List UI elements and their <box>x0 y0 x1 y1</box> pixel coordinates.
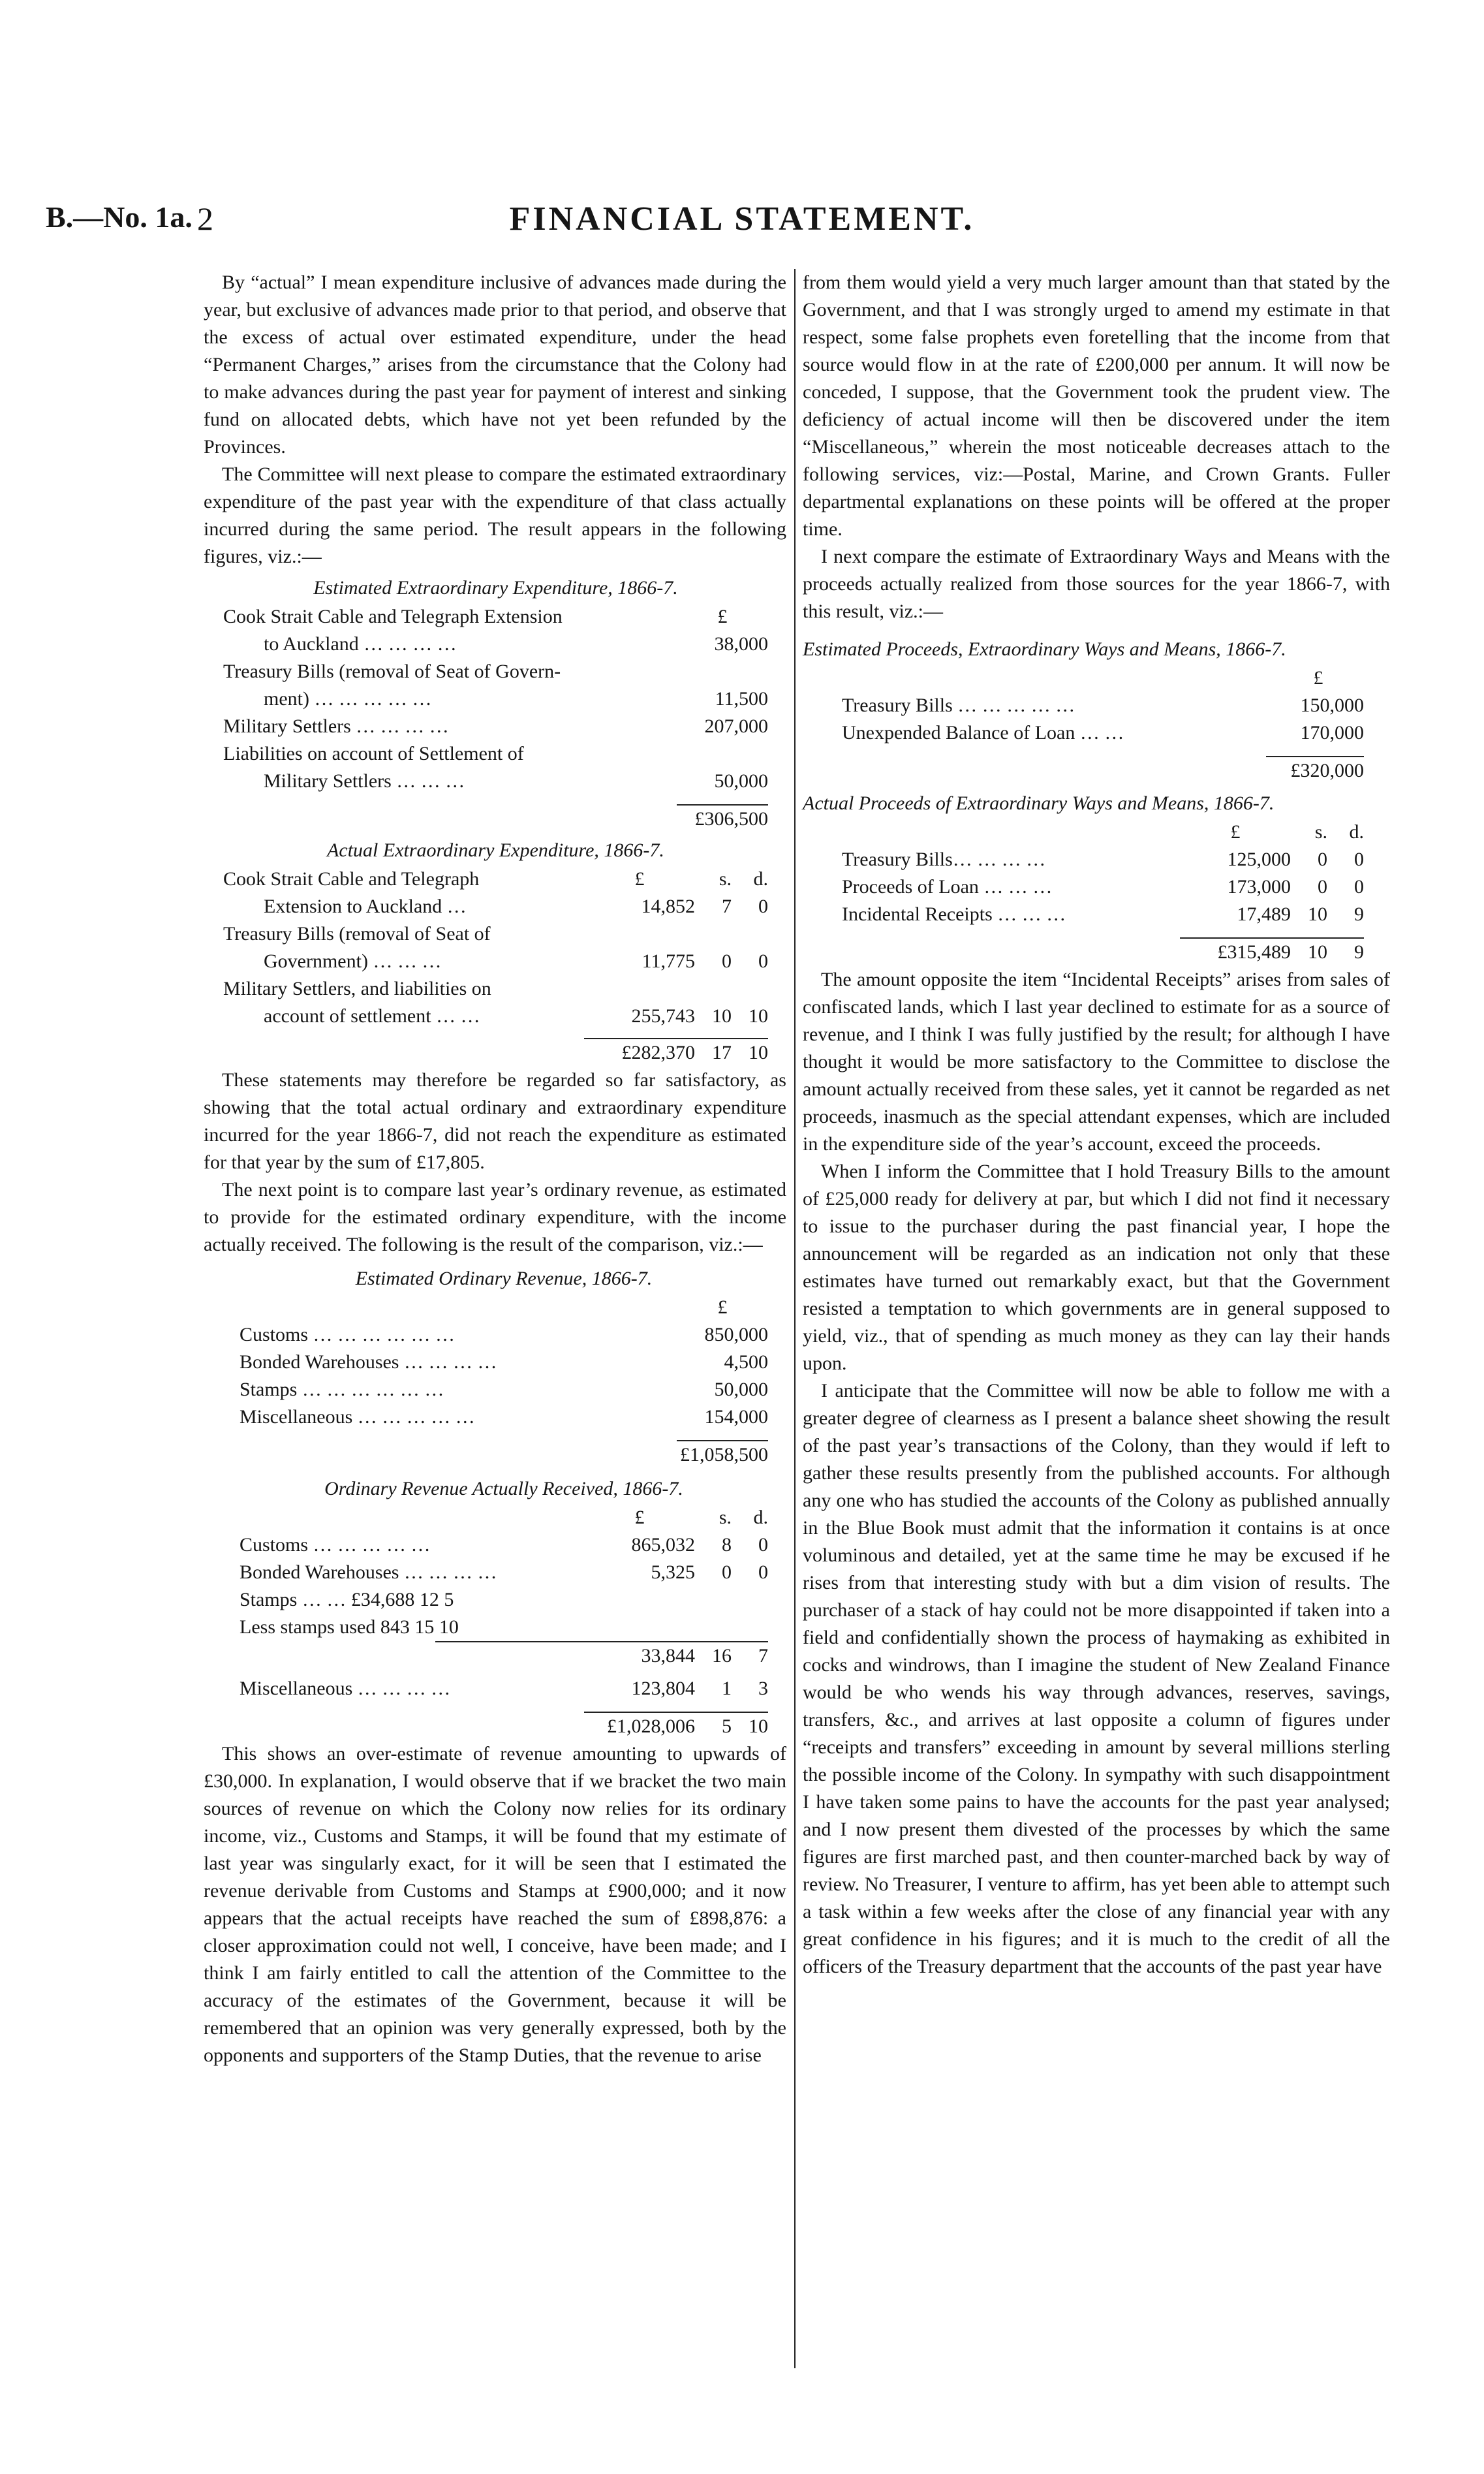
row-shillings: 0 <box>722 1561 732 1583</box>
table-total: £320,000 <box>1290 760 1364 781</box>
actual-extraordinary-expenditure-table <box>223 837 768 1067</box>
row-label: Customs … … … … … … <box>240 1324 456 1345</box>
paragraph: from them would yield a very much larger amount than that stated by the Government, and that I was strongly urged to amend my estimate in that respect, some false prophets even foretelling that the income from that source would flow in at the rate of £200,000 per annum. It will now be conceded, I suppose, that the Government took the prudent view. The deficiency of actual income will then be discovered under the item “Miscellaneous,” wherein the most noticeable decreases attach to the following services, viz:—Postal, Marine, and Crown Grants. Fuller departmental explanations on these points will be offered at the proper time. <box>803 272 1390 540</box>
row-label: Miscellaneous … … … … … <box>240 1406 475 1428</box>
total-pounds: £1,028,006 <box>607 1715 695 1737</box>
row-pence: 3 <box>758 1678 768 1699</box>
paragraph: By “actual” I mean expenditure inclusive of advances made during the year, but exclusive of advances made prior to that period, and observe that the excess of actual over estimated expenditure, under the head “Permanent Charges,” arises from the circumstance that the Colony had to make advances during the past year for payment of interest and sinking fund on allocated debts, which have not yet been refunded by the Provinces. <box>204 272 786 458</box>
row-label: Proceeds of Loan … … … <box>842 876 1053 898</box>
total-shillings: 5 <box>722 1715 732 1737</box>
header-pence: d. <box>753 868 768 890</box>
row-pounds: 17,489 <box>1237 903 1291 925</box>
row-label: to Auckland … … … … <box>264 633 457 655</box>
row-shillings: 0 <box>722 950 732 972</box>
row-pounds: 865,032 <box>631 1534 695 1556</box>
left-column <box>204 269 786 2415</box>
row-label: Military Settlers … … … <box>264 770 465 792</box>
row-value: 170,000 <box>1300 722 1364 744</box>
row-label: Military Settlers, and liabilities on <box>223 978 491 999</box>
paragraph: The Committee will next please to compare the estimated extraordinary expenditure of the past year with the expenditure of that class actually incurred during the same period. The result appears in the following figures, viz.:— <box>204 463 786 567</box>
row-label: Treasury Bills (removal of Seat of Govern- <box>223 661 561 682</box>
right-column <box>803 269 1390 2415</box>
header-pence: d. <box>753 1507 768 1528</box>
table-total: £1,058,500 <box>680 1444 768 1465</box>
page-number: 2 <box>197 200 213 237</box>
row-shillings: 0 <box>1318 849 1327 870</box>
row-label: Cook Strait Cable and Telegraph <box>223 868 480 890</box>
actual-ways-and-means-table <box>803 790 1364 966</box>
row-value: 150,000 <box>1300 695 1364 716</box>
table-title: Ordinary Revenue Actually Received, 1866-7. <box>324 1478 683 1499</box>
total-shillings: 17 <box>712 1042 732 1063</box>
row-pence: 7 <box>758 1645 768 1667</box>
row-label: Bonded Warehouses … … … … <box>240 1351 497 1373</box>
row-label: Cook Strait Cable and Telegraph Extension <box>223 606 563 627</box>
row-pence: 0 <box>1354 849 1364 870</box>
row-value: 50,000 <box>714 770 768 792</box>
row-label: Military Settlers … … … … <box>223 715 449 737</box>
row-value: 11,500 <box>715 688 768 710</box>
currency-header: £ <box>717 606 728 627</box>
row-pounds: 255,743 <box>631 1005 695 1027</box>
page-title: FINANCIAL STATEMENT. <box>509 200 975 238</box>
paragraph: The next point is to compare last year’s ordinary revenue, as estimated to provide for the estimated ordinary expenditure, with the income actually received. The following is the result of the comparison, viz.:— <box>204 1179 786 1255</box>
header-pounds: £ <box>1230 821 1241 843</box>
row-value: 850,000 <box>704 1324 768 1345</box>
row-pounds: 173,000 <box>1227 876 1291 898</box>
row-pence: 10 <box>749 1005 768 1027</box>
row-pence: 9 <box>1354 903 1364 925</box>
paragraph: These statements may therefore be regarded so far satisfactory, as showing that the total actual ordinary and extraordinary expenditure incurred for the year 1866-7, did not reach the expenditure as estimated for that year by the sum of £17,805. <box>204 1069 786 1173</box>
row-shillings: 10 <box>1308 903 1327 925</box>
table-total: £306,500 <box>694 808 768 830</box>
row-shillings: 1 <box>722 1678 732 1699</box>
row-label: Less stamps used 843 15 10 <box>240 1616 459 1638</box>
column-divider <box>794 269 796 2368</box>
paragraph: I anticipate that the Committee will now be able to follow me with a greater degree of clearness as I present a balance sheet showing the result of the past year’s transactions of the Colony, than they would if left to gather these results presently from the published accounts. For although any one who has studied the accounts of the Colony as published annually in the Blue Book must admit that the information it contains is at once voluminous and detailed, yet at the same time he may be excused if he rises from that interesting study with but a dim vision of results. The purchaser of a stack of hay could not be more disappointed if taken into a field and confidentially shown the process of haymaking as exhibited in cocks and windrows, than I imagine the student of New Zealand Finance would be who wends his way through advances, reserves, savings, transfers, &c., and arrives at last opposite a column of figures under “receipts and transfers” exceeding in amount by several millions sterling the possible income of the Colony. In sympathy with such disappointment I have taken some pains to have the accounts for the past year analysed; and I now present them divested of the processes by which the same figures are first marched past, and then counter-marched back by way of review. No Treasurer, I venture to affirm, has yet been able to attempt such a task within a few weeks after the close of any financial year with any great confidence in his figures; and it is much to the credit of all the officers of the Treasury department that the accounts of the past year have <box>803 1380 1390 1977</box>
total-pence: 10 <box>749 1042 768 1063</box>
header-shillings: s. <box>1314 821 1327 843</box>
row-pence: 0 <box>758 1534 768 1556</box>
row-label: Government) … … … <box>264 950 442 972</box>
table-title: Estimated Extraordinary Expenditure, 1866-7. <box>313 577 678 599</box>
estimated-ways-and-means-table <box>803 636 1364 785</box>
paragraph: I next compare the estimate of Extraordinary Ways and Means with the proceeds actually realized from those sources for the year 1866-7, with this result, viz.:— <box>803 546 1390 622</box>
row-label: account of settlement … … <box>264 1005 480 1027</box>
table-title: Estimated Ordinary Revenue, 1866-7. <box>355 1268 653 1289</box>
estimated-extraordinary-expenditure-table <box>223 574 768 833</box>
row-label: Treasury Bills… … … … <box>842 849 1046 870</box>
row-shillings: 7 <box>722 896 732 917</box>
paragraph: When I inform the Committee that I hold Treasury Bills to the amount of £25,000 ready for delivery at par, but which I did not find it necessary to issue to the purchaser during the past financial year, I hope the announcement will be regarded as an indication not only that these estimates have turned out remarkably exact, but that the Government resisted a temptation to which governments are in general supposed to yield, viz., that of spending as much money as they can lay their hands upon. <box>803 1161 1390 1374</box>
row-label: Incidental Receipts … … … <box>842 903 1066 925</box>
row-label: Liabilities on account of Settlement of <box>223 743 524 764</box>
row-value: 154,000 <box>704 1406 768 1428</box>
table-title: Estimated Proceeds, Extraordinary Ways and Means, 1866-7. <box>803 638 1286 660</box>
paragraph: This shows an over-estimate of revenue amounting to upwards of £30,000. In explanation, I would observe that if we bracket the two main sources of revenue on which the Colony now relies for its ordinary income, viz., Customs and Stamps, it will be found that my estimate of last year was singularly exact, for it will be seen that I estimated the revenue derivable from Customs and Stamps at £900,000; and it now appears that the actual receipts have reached the sum of £898,876: a closer approximation could not well, I conceive, have been made; and I think I am fairly entitled to call the attention of the Committee to the accuracy of the estimates of the Government, because it will be remembered that an opinion was very generally expressed, both by the opponents and supporters of the Stamp Duties, that the revenue to arise <box>204 1743 786 2066</box>
ordinary-revenue-received-table <box>240 1475 768 1740</box>
row-value: 207,000 <box>704 715 768 737</box>
header-pounds: £ <box>634 1507 645 1528</box>
row-pounds: 14,852 <box>641 896 695 917</box>
row-value: 4,500 <box>724 1351 768 1373</box>
row-label: Stamps … … … … … … <box>240 1379 444 1400</box>
row-label: Unexpended Balance of Loan … … <box>842 722 1124 744</box>
total-pence: 10 <box>749 1715 768 1737</box>
row-pounds: 11,775 <box>642 950 695 972</box>
total-pence: 9 <box>1354 941 1364 963</box>
row-value: 38,000 <box>714 633 768 655</box>
table-title: Actual Proceeds of Extraordinary Ways and Means, 1866-7. <box>803 792 1275 814</box>
total-shillings: 10 <box>1308 941 1327 963</box>
row-label: Customs … … … … … <box>240 1534 431 1556</box>
row-value: 50,000 <box>714 1379 768 1400</box>
row-label: Stamps … … £34,688 12 5 <box>240 1589 454 1610</box>
row-pence: 0 <box>758 1561 768 1583</box>
row-pounds: 33,844 <box>641 1645 695 1667</box>
row-shillings: 8 <box>722 1534 732 1556</box>
row-pence: 0 <box>758 896 768 917</box>
total-pounds: £315,489 <box>1217 941 1291 963</box>
row-pence: 0 <box>758 950 768 972</box>
row-label: Treasury Bills (removal of Seat of <box>223 923 491 945</box>
header-pence: d. <box>1349 821 1364 843</box>
row-pounds: 125,000 <box>1227 849 1291 870</box>
table-title: Actual Extraordinary Expenditure, 1866-7. <box>327 839 664 861</box>
row-shillings: 10 <box>712 1005 732 1027</box>
row-label: Treasury Bills … … … … … <box>842 695 1075 716</box>
currency-header: £ <box>1313 667 1323 689</box>
row-shillings: 0 <box>1318 876 1327 898</box>
document-reference: B.—No. 1a. <box>46 200 193 234</box>
total-pounds: £282,370 <box>621 1042 695 1063</box>
row-pounds: 5,325 <box>651 1561 695 1583</box>
currency-header: £ <box>717 1296 728 1318</box>
page-header <box>0 200 1484 255</box>
row-label: Miscellaneous … … … … <box>240 1678 451 1699</box>
row-pounds: 123,804 <box>631 1678 695 1699</box>
header-shillings: s. <box>719 1507 732 1528</box>
row-pence: 0 <box>1354 876 1364 898</box>
header-pounds: £ <box>634 868 645 890</box>
row-shillings: 16 <box>712 1645 732 1667</box>
paragraph: The amount opposite the item “Incidental Receipts” arises from sales of confiscated lands, which I last year declined to estimate for as a source of revenue, and I think I was fully justified by the result; for although I have thought it would be more satisfactory to the Committee to disclose the amount actually received from these sales, yet it cannot be regarded as net proceeds, inasmuch as the special attendant expenses, which are included in the expenditure side of the year’s account, exceed the proceeds. <box>803 969 1390 1155</box>
row-label: Extension to Auckland … <box>264 896 467 917</box>
header-shillings: s. <box>719 868 732 890</box>
row-label: Bonded Warehouses … … … … <box>240 1561 497 1583</box>
estimated-ordinary-revenue-table <box>240 1265 768 1469</box>
row-label: ment) … … … … … <box>264 688 432 710</box>
